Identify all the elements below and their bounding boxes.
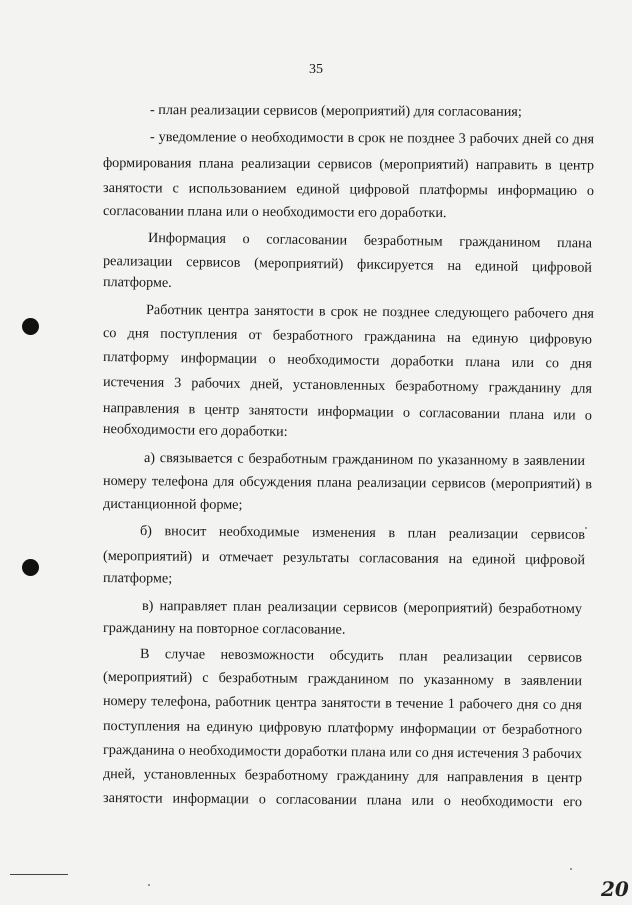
text-line: поступления на единую цифровую платформу информации от безработного	[102, 718, 583, 739]
text-line: истечения 3 рабочих дней, установленных безработному гражданину для	[102, 374, 593, 397]
text-line: Работник центра занятости в срок не позднее следующего рабочего дня	[145, 302, 595, 322]
handwritten-page-number: 20	[601, 877, 629, 901]
text-line: гражданина о необходимости доработки плана или со дня истечения 3 рабочих	[102, 742, 583, 763]
punch-hole-bottom	[22, 559, 39, 576]
page-number: 35	[309, 62, 323, 77]
text-line: платформе.	[102, 274, 172, 291]
text-line: занятости информации о согласовании плана или о необходимости его	[102, 790, 583, 811]
text-line: дней, установленных безработному гражданину для направления в центр	[102, 766, 583, 787]
punch-hole-top	[22, 318, 39, 335]
text-line: б) вносит необходимые изменения в план реализации сервисов	[139, 523, 586, 543]
text-line: платформу информации о необходимости доработки плана или со дня	[102, 349, 593, 372]
text-line: (мероприятий) с безработным гражданином по указанному в заявлении	[102, 669, 583, 690]
text-line: гражданину на повторное согласование.	[102, 620, 346, 638]
text-line: а) связывается с безработным гражданином по указанному в заявлении	[143, 450, 586, 470]
text-line: Информация о согласовании безработным гражданином плана	[147, 230, 593, 252]
text-line: - план реализации сервисов (мероприятий) для согласования;	[149, 102, 522, 120]
text-line: (мероприятий) и отмечает результаты согласования на единой цифровой	[102, 548, 586, 569]
scan-speck	[570, 868, 572, 870]
text-line: номеру телефона, работник центра занятости в течение 1 рабочего дня со дня	[102, 693, 583, 714]
text-line: реализации сервисов (мероприятий) фиксируется на единой цифровой	[102, 253, 593, 276]
text-line: в) направляет план реализации сервисов (мероприятий) безработному	[141, 598, 583, 618]
text-line: В случае невозможности обсудить план реализации сервисов	[139, 646, 583, 666]
text-line: номеру телефона для обсуждения плана реализации сервисов (мероприятий) в	[102, 473, 593, 493]
text-line: формирования плана реализации сервисов (мероприятий) направить в центр	[102, 155, 595, 174]
text-line: дистанционной форме;	[102, 496, 243, 513]
text-line: - уведомление о необходимости в срок не позднее 3 рабочих дней со дня	[149, 129, 595, 148]
text-line: направления в центр занятости информации о согласовании плана или о	[102, 400, 593, 424]
text-line: необходимости его доработки:	[102, 421, 288, 440]
footer-rule	[10, 874, 68, 875]
text-line: согласовании плана или о необходимости его доработки.	[102, 203, 447, 222]
scan-speck	[148, 884, 150, 886]
text-line: занятости с использованием единой цифровой платформы информацию о	[102, 180, 595, 199]
text-line: платформе;	[102, 570, 173, 587]
scan-speck	[585, 527, 587, 529]
text-line: со дня поступления от безработного гражданина на единую цифровую	[102, 325, 593, 348]
